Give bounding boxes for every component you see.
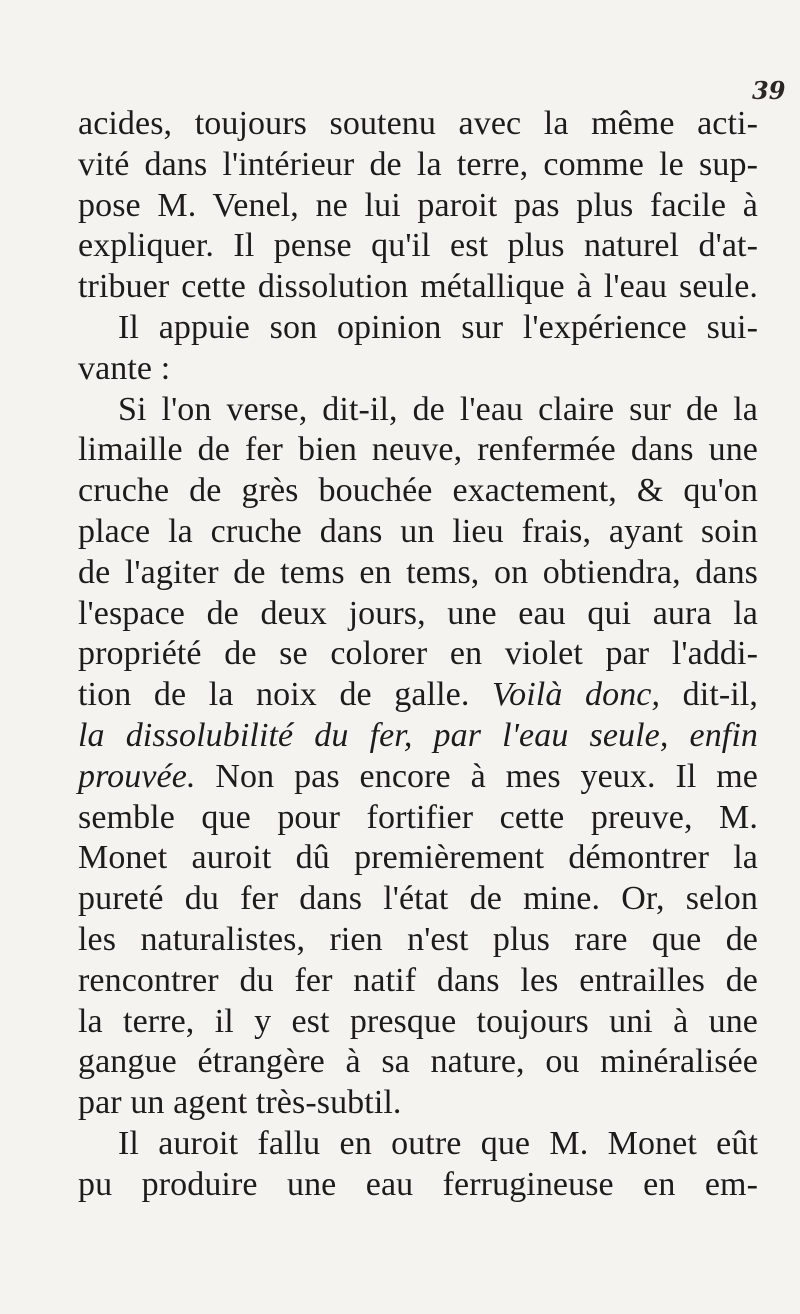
text-run: dit-il, (660, 676, 758, 714)
text-line (78, 594, 758, 635)
text-run: rencontrer du fer natif dans les entrailles de (78, 961, 758, 999)
text-line (78, 1124, 758, 1165)
text-run: l'espace de deux jours, une eau qui aura la (78, 594, 758, 632)
text-line (78, 267, 758, 308)
text-run: propriété de se colorer en violet par l'addi- (78, 635, 758, 673)
text-run: limaille de fer bien neuve, renfermée dans une (78, 431, 758, 469)
text-run: semble que pour fortifier cette preuve, M. (78, 798, 758, 836)
text-line (78, 186, 758, 227)
text-line (78, 838, 758, 879)
text-run: Il appuie son opinion sur l'expérience sui- (118, 308, 758, 346)
text-run: tribuer cette dissolution métallique à l'eau seule. (78, 268, 758, 306)
text-line (78, 961, 758, 1002)
text-line (78, 145, 758, 186)
text-line (78, 349, 758, 390)
text-run: la terre, il y est presque toujours uni à une (78, 1002, 758, 1040)
text-run: place la cruche dans un lieu frais, ayant soin (78, 512, 758, 550)
text-run: pu produire une eau ferrugineuse en em- (78, 1165, 758, 1203)
text-line (78, 879, 758, 920)
text-line (78, 675, 758, 716)
text-run: tion de la noix de galle. (78, 676, 493, 714)
text-line (78, 430, 758, 471)
text-line (78, 920, 758, 961)
text-run: Non pas encore à mes yeux. Il me (195, 757, 758, 795)
text-run: par un agent très-subtil. (78, 1084, 402, 1122)
text-line (78, 716, 758, 757)
text-line (78, 634, 758, 675)
text-run: acides, toujours soutenu avec la même acti- (78, 105, 758, 142)
text-line (78, 104, 758, 145)
text-line (78, 512, 758, 553)
text-run: vité dans l'intérieur de la terre, comme le sup- (78, 145, 758, 183)
text-line (78, 1165, 758, 1206)
text-line (78, 553, 758, 594)
text-run: cruche de grès bouchée exactement, & qu'on (78, 472, 758, 510)
text-line (78, 1083, 758, 1124)
text-run: les naturalistes, rien n'est plus rare que de (78, 920, 758, 958)
text-line (78, 471, 758, 512)
text-line (78, 308, 758, 349)
text-run: Monet auroit dû premièrement démontrer la (78, 839, 758, 877)
text-run: gangue étrangère à sa nature, ou minéralisée (78, 1043, 758, 1081)
text-run: Il auroit fallu en outre que M. Monet eût (118, 1124, 758, 1162)
text-run: pureté du fer dans l'état de mine. Or, selon (78, 880, 758, 918)
text-line (78, 1002, 758, 1043)
text-run: Si l'on verse, dit-il, de l'eau claire sur de la (118, 390, 758, 428)
italic-text: la dissolubilité du fer, par l'eau seule, enfin (78, 716, 758, 754)
text-run: de l'agiter de tems en tems, on obtiendra, dans (78, 553, 758, 591)
body-text (78, 104, 758, 1206)
italic-text: Voilà donc, (492, 676, 661, 714)
text-line (78, 757, 758, 798)
text-line (78, 390, 758, 431)
text-line (78, 1042, 758, 1083)
page-number: 39 (752, 76, 786, 105)
italic-text: prouvée. (78, 757, 196, 795)
text-run: vante : (78, 349, 171, 387)
text-run: pose M. Venel, ne lui paroit pas plus facile à (78, 186, 758, 224)
text-line (78, 798, 758, 839)
text-line (78, 226, 758, 267)
text-run: expliquer. Il pense qu'il est plus naturel d'at- (78, 227, 758, 265)
